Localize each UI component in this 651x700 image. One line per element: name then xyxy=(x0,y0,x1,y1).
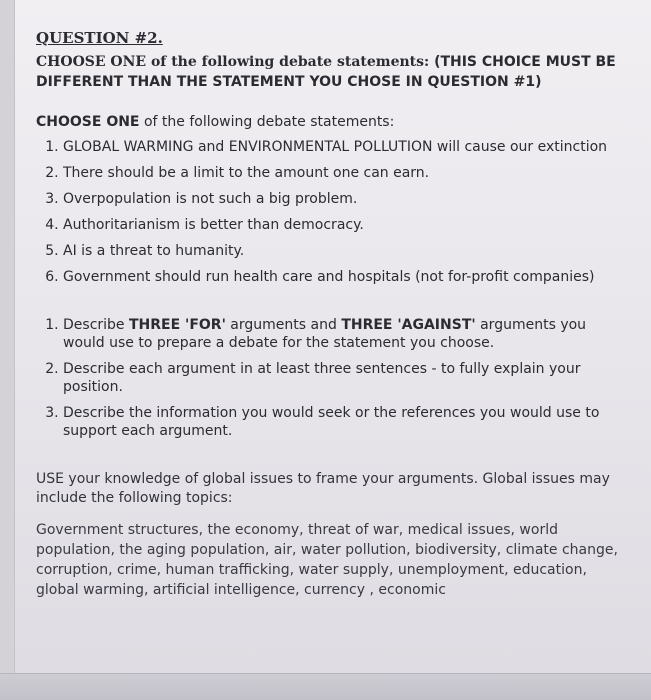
task1-c: arguments and xyxy=(225,317,342,333)
global-issues-intro: USE your knowledge of global issues to frame your arguments. Global issues may include the following topics: xyxy=(36,471,610,506)
task1-e: arguments you would use to prepare a debate for the statement you choose. xyxy=(63,317,587,351)
choose-bold: CHOOSE ONE xyxy=(36,114,140,130)
question-heading: QUESTION #2. xyxy=(36,29,163,47)
intro-part2: (THIS CHOICE MUST BE DIFFERENT THAN THE STATEMENT YOU CHOSE IN QUESTION #1) xyxy=(36,54,616,90)
statement-item: 1. GLOBAL WARMING and ENVIRONMENTAL POLLUTION will cause our extinction xyxy=(63,138,631,156)
question-intro xyxy=(36,52,631,92)
task-item: 3. Describe the information you would seek or the references you would use to support each argument. xyxy=(63,404,631,440)
statement-item: 2. There should be a limit to the amount one can earn. xyxy=(63,164,631,182)
task-item xyxy=(63,316,631,352)
task-item: 2. Describe each argument in at least three sentences - to fully explain your position. xyxy=(63,360,631,396)
screen-bottom-bar xyxy=(0,673,651,700)
global-issues-topics: Government structures, the economy, threat of war, medical issues, world population, the aging population, air, water pollution, biodiversity, climate change, corruption, crime, human trafficking, water supply, unemployment, education, global warming, artificial intelligence, currency , economic xyxy=(36,522,618,598)
task1-a: Describe xyxy=(63,317,129,333)
statement-list xyxy=(36,138,631,286)
choose-rest: of the following debate statements: xyxy=(139,114,395,130)
document-content xyxy=(36,28,631,600)
statement-item: 6. Government should run health care and hospitals (not for-profit companies) xyxy=(63,268,631,286)
intro-part1: CHOOSE ONE of the following debate statements: xyxy=(36,54,430,70)
choose-instruction xyxy=(36,112,631,132)
task1-for: THREE 'FOR' xyxy=(128,317,226,333)
statement-item: 3. Overpopulation is not such a big problem. xyxy=(63,190,631,208)
task1-against: THREE 'AGAINST' xyxy=(341,317,476,333)
statement-item: 5. AI is a threat to humanity. xyxy=(63,242,631,260)
task-list xyxy=(36,316,631,440)
statement-item: 4. Authoritarianism is better than democracy. xyxy=(63,216,631,234)
document-page xyxy=(14,0,651,700)
